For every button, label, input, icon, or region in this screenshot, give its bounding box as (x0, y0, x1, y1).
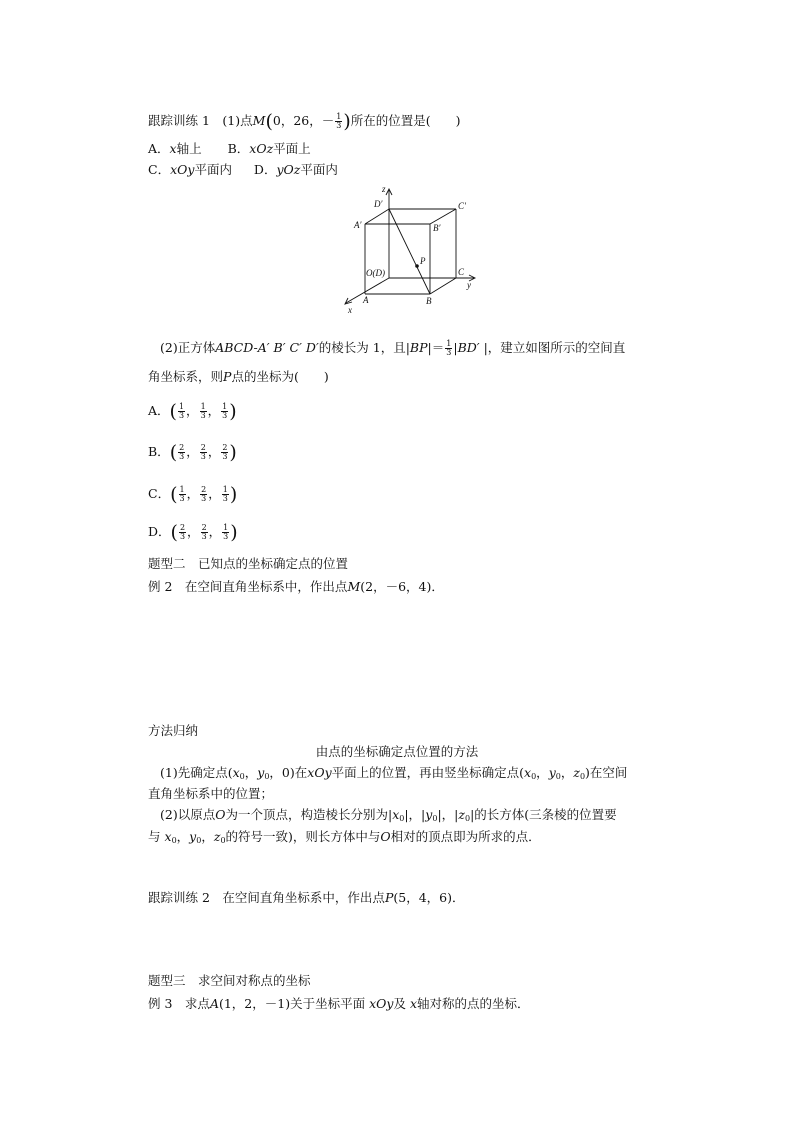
q2-option-a: A．( $\frac{1}{3}$ ， $\frac{1}{3}$ ， $\frac{1}{3}$ ) (148, 400, 237, 423)
method-subtitle: 由点的坐标确定点位置的方法 (315, 744, 479, 759)
example3: 例 3 求点A(1，2，－1)关于坐标平面 xOy及 x轴对称的点的坐标． (148, 996, 530, 1011)
label-c-prime: C′ (458, 201, 466, 211)
label-c: C (458, 267, 465, 277)
q2-option-c: C．( $\frac{1}{3}$ ， $\frac{2}{3}$ ， $\frac{1}{3}$ ) (148, 483, 238, 506)
track1-options-ab: A．x轴上 B．xOz平面上 (148, 141, 311, 156)
method-title: 方法归纳 (148, 723, 199, 738)
label-b: B (426, 296, 432, 306)
track1-question: 跟踪训练 1 (1)点M(0，26，－ $\frac{1}{3}$ )所在的位置是( ) (148, 110, 461, 133)
method-p1-line1: (1)先确定点($x_0$，$y_0$，0)在xOy平面上的位置，再由竖坐标确定点($x_0$，$y_0$，$z_0$)在空间 (160, 765, 628, 781)
q2-line1: (2)正方体ABCD-A′ B′ C′ D′的棱长为 1，且|BP|＝ $\frac{1}{3}$ |BD′ |，建立如图所示的空间直 (160, 339, 626, 357)
label-z: z (382, 184, 386, 194)
type3-title: 题型三 求空间对称点的坐标 (148, 973, 311, 988)
method-p1-line2: 直角坐标系中的位置； (148, 786, 274, 801)
type2-title: 题型二 已知点的坐标确定点的位置 (148, 556, 349, 571)
q2-line2: 角坐标系，则P点的坐标为( ) (148, 369, 329, 384)
example2: 例 2 在空间直角坐标系中，作出点M(2，－6，4)． (148, 579, 444, 594)
label-a-prime: A′ (354, 220, 362, 230)
method-p2-line2: 与 $x_0$，$y_0$，$z_0$的符号一致)，则长方体中与O相对的顶点即为所求的点． (148, 829, 541, 845)
label-b-prime: B′ (433, 223, 441, 233)
q2-option-b: B．( $\frac{2}{3}$ ， $\frac{2}{3}$ ， $\frac{2}{3}$ ) (148, 441, 237, 464)
label-x: x (348, 305, 352, 315)
label-y: y (467, 280, 471, 290)
q2-option-d: D．( $\frac{2}{3}$ ， $\frac{2}{3}$ ， $\frac{1}{3}$ ) (148, 521, 238, 544)
track2-question: 跟踪训练 2 在空间直角坐标系中，作出点P(5，4，6)． (148, 890, 465, 905)
label-o-d: O(D) (366, 268, 385, 278)
track1-options-cd: C．xOy平面内 D．yOz平面内 (148, 162, 338, 177)
method-p2-line1: (2)以原点O为一个顶点，构造棱长分别为$|x_0|$，$|y_0|$，$|z_0|$的长方体(三条棱的位置要 (160, 807, 617, 823)
label-p: P (420, 256, 426, 266)
label-d-prime: D′ (374, 199, 383, 209)
label-a: A (363, 295, 369, 305)
